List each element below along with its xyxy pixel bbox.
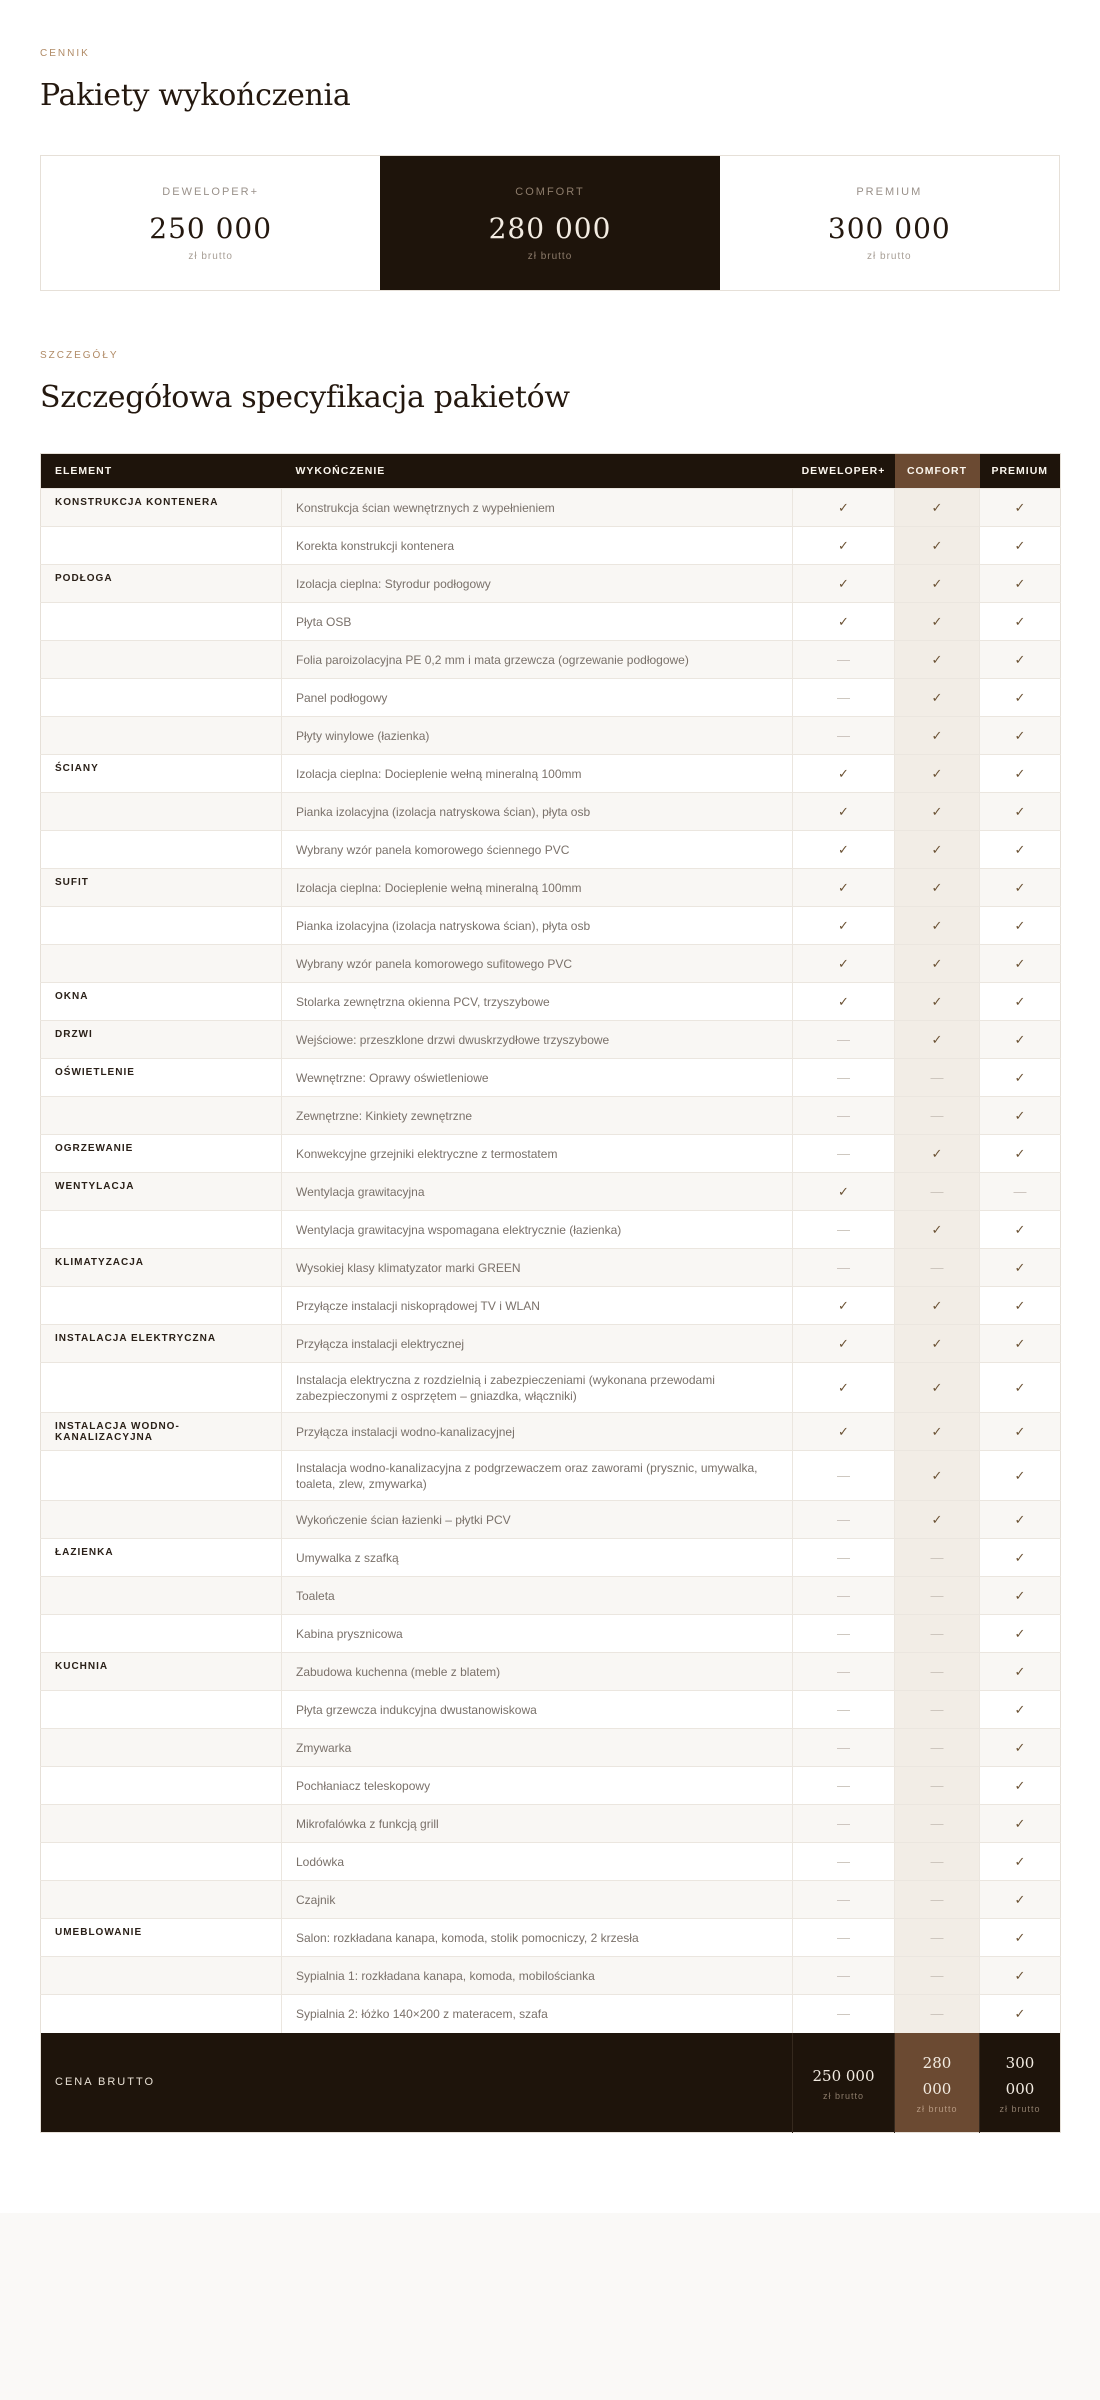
- table-row: [41, 1059, 1061, 1097]
- cell-premium-check-icon: ✓: [980, 793, 1061, 831]
- row-finish: Izolacja cieplna: Docieplenie wełną mineralną 100mm: [282, 869, 793, 907]
- cell-deweloper-dash: —: [793, 1729, 895, 1767]
- footer-price-comfort: [895, 2033, 980, 2133]
- header-premium: PREMIUM: [980, 454, 1061, 489]
- cell-comfort-check-icon: ✓: [895, 717, 980, 755]
- cell-premium-check-icon: ✓: [980, 1729, 1061, 1767]
- header-element: ELEMENT: [41, 454, 282, 489]
- cell-deweloper-dash: —: [793, 1881, 895, 1919]
- cell-premium-check-icon: ✓: [980, 831, 1061, 869]
- table-row: [41, 1995, 1061, 2033]
- cell-comfort-check-icon: ✓: [895, 679, 980, 717]
- table-header-row: [41, 454, 1061, 489]
- cell-deweloper-dash: —: [793, 1501, 895, 1539]
- table-row: [41, 983, 1061, 1021]
- cell-deweloper-check-icon: ✓: [793, 1413, 895, 1451]
- table-row: [41, 717, 1061, 755]
- cell-comfort-dash: —: [895, 1881, 980, 1919]
- row-element: [41, 717, 282, 755]
- cell-premium-check-icon: ✓: [980, 717, 1061, 755]
- row-finish: Konstrukcja ścian wewnętrznych z wypełnieniem: [282, 489, 793, 527]
- cell-comfort-check-icon: ✓: [895, 869, 980, 907]
- cell-premium-check-icon: ✓: [980, 1363, 1061, 1413]
- card-price: 250 000: [149, 212, 273, 245]
- cell-premium-dash: —: [980, 1173, 1061, 1211]
- row-element: SUFIT: [41, 869, 282, 907]
- table-row: [41, 641, 1061, 679]
- row-element: WENTYLACJA: [41, 1173, 282, 1211]
- row-finish: Przyłącza instalacji elektrycznej: [282, 1325, 793, 1363]
- cell-premium-check-icon: ✓: [980, 603, 1061, 641]
- cell-deweloper-check-icon: ✓: [793, 1325, 895, 1363]
- cell-comfort-check-icon: ✓: [895, 907, 980, 945]
- row-finish: Wysokiej klasy klimatyzator marki GREEN: [282, 1249, 793, 1287]
- cell-deweloper-dash: —: [793, 1805, 895, 1843]
- table-row: [41, 603, 1061, 641]
- row-element: [41, 1995, 282, 2033]
- cell-deweloper-dash: —: [793, 1097, 895, 1135]
- cell-deweloper-dash: —: [793, 1059, 895, 1097]
- row-element: OGRZEWANIE: [41, 1135, 282, 1173]
- cell-premium-check-icon: ✓: [980, 945, 1061, 983]
- row-element: [41, 1729, 282, 1767]
- row-element: DRZWI: [41, 1021, 282, 1059]
- table-row: [41, 1249, 1061, 1287]
- cell-deweloper-check-icon: ✓: [793, 1363, 895, 1413]
- cell-comfort-dash: —: [895, 1995, 980, 2033]
- cell-comfort-check-icon: ✓: [895, 1287, 980, 1325]
- row-finish: Sypialnia 2: łóżko 140×200 z materacem, szafa: [282, 1995, 793, 2033]
- header-deweloper: DEWELOPER+: [793, 454, 895, 489]
- row-element: [41, 907, 282, 945]
- row-finish: Izolacja cieplna: Docieplenie wełną mineralną 100mm: [282, 755, 793, 793]
- row-element: KUCHNIA: [41, 1653, 282, 1691]
- footer-price-value: 300: [1005, 2054, 1035, 2073]
- row-element: KLIMATYZACJA: [41, 1249, 282, 1287]
- table-row: [41, 1729, 1061, 1767]
- table-row: [41, 755, 1061, 793]
- cell-premium-check-icon: ✓: [980, 489, 1061, 527]
- cell-comfort-dash: —: [895, 1919, 980, 1957]
- row-finish: Salon: rozkładana kanapa, komoda, stolik pomocniczy, 2 krzesła: [282, 1919, 793, 1957]
- row-element: [41, 793, 282, 831]
- row-element: PODŁOGA: [41, 565, 282, 603]
- row-finish: Stolarka zewnętrzna okienna PCV, trzyszybowe: [282, 983, 793, 1021]
- row-element: UMEBLOWANIE: [41, 1919, 282, 1957]
- cell-premium-check-icon: ✓: [980, 869, 1061, 907]
- cell-comfort-dash: —: [895, 1729, 980, 1767]
- pricing-eyebrow: CENNIK: [40, 48, 90, 59]
- cell-deweloper-dash: —: [793, 641, 895, 679]
- cell-comfort-dash: —: [895, 1615, 980, 1653]
- cell-premium-check-icon: ✓: [980, 1451, 1061, 1501]
- cell-deweloper-check-icon: ✓: [793, 565, 895, 603]
- cell-comfort-dash: —: [895, 1577, 980, 1615]
- table-row: [41, 1135, 1061, 1173]
- row-finish: Instalacja elektryczna z rozdzielnią i zabezpieczeniami (wykonana przewodami zabezpieczonymi z osprzętem – gniazdka, włączniki): [282, 1363, 793, 1413]
- row-element: [41, 1451, 282, 1501]
- row-finish: Przyłącze instalacji niskoprądowej TV i WLAN: [282, 1287, 793, 1325]
- cell-deweloper-dash: —: [793, 717, 895, 755]
- table-row: [41, 1021, 1061, 1059]
- row-finish: Pianka izolacyjna (izolacja natryskowa ścian), płyta osb: [282, 793, 793, 831]
- cell-deweloper-dash: —: [793, 679, 895, 717]
- cell-premium-check-icon: ✓: [980, 1957, 1061, 1995]
- cell-premium-check-icon: ✓: [980, 641, 1061, 679]
- cell-premium-check-icon: ✓: [980, 1021, 1061, 1059]
- row-finish: Lodówka: [282, 1843, 793, 1881]
- card-unit: zł brutto: [527, 251, 573, 262]
- row-element: [41, 1957, 282, 1995]
- cell-deweloper-dash: —: [793, 1691, 895, 1729]
- row-element: [41, 1363, 282, 1413]
- table-row: [41, 1325, 1061, 1363]
- cell-deweloper-dash: —: [793, 1249, 895, 1287]
- card-price: 300 000: [827, 212, 951, 245]
- cell-deweloper-dash: —: [793, 1211, 895, 1249]
- cell-premium-check-icon: ✓: [980, 1539, 1061, 1577]
- row-finish: Wejściowe: przeszklone drzwi dwuskrzydłowe trzyszybowe: [282, 1021, 793, 1059]
- table-row: [41, 793, 1061, 831]
- row-element: [41, 641, 282, 679]
- table-row: [41, 1287, 1061, 1325]
- cell-comfort-check-icon: ✓: [895, 1501, 980, 1539]
- card-name: PREMIUM: [856, 186, 923, 198]
- table-row: [41, 1173, 1061, 1211]
- page-bottom-band: [0, 2213, 1100, 2400]
- cell-comfort-check-icon: ✓: [895, 1451, 980, 1501]
- table-row: [41, 1501, 1061, 1539]
- row-finish: Wybrany wzór panela komorowego ściennego PVC: [282, 831, 793, 869]
- row-element: [41, 1805, 282, 1843]
- row-finish: Wentylacja grawitacyjna: [282, 1173, 793, 1211]
- table-row: [41, 489, 1061, 527]
- cell-premium-check-icon: ✓: [980, 1287, 1061, 1325]
- cell-premium-check-icon: ✓: [980, 1211, 1061, 1249]
- row-finish: Czajnik: [282, 1881, 793, 1919]
- pricing-title: Pakiety wykończenia: [40, 78, 351, 113]
- row-finish: Folia paroizolacyjna PE 0,2 mm i mata grzewcza (ogrzewanie podłogowe): [282, 641, 793, 679]
- cell-premium-check-icon: ✓: [980, 1615, 1061, 1653]
- row-finish: Kabina prysznicowa: [282, 1615, 793, 1653]
- cell-premium-check-icon: ✓: [980, 1805, 1061, 1843]
- cell-deweloper-check-icon: ✓: [793, 907, 895, 945]
- cell-comfort-check-icon: ✓: [895, 527, 980, 565]
- cell-deweloper-check-icon: ✓: [793, 527, 895, 565]
- footer-price-value: 000: [922, 2080, 952, 2099]
- row-finish: Płyta grzewcza indukcyjna dwustanowiskowa: [282, 1691, 793, 1729]
- cell-premium-check-icon: ✓: [980, 1249, 1061, 1287]
- cell-deweloper-check-icon: ✓: [793, 945, 895, 983]
- row-element: INSTALACJA WODNO-KANALIZACYJNA: [41, 1413, 282, 1451]
- cell-comfort-check-icon: ✓: [895, 1363, 980, 1413]
- row-finish: Zabudowa kuchenna (meble z blatem): [282, 1653, 793, 1691]
- cell-premium-check-icon: ✓: [980, 1919, 1061, 1957]
- cell-deweloper-check-icon: ✓: [793, 603, 895, 641]
- row-finish: Wewnętrzne: Oprawy oświetleniowe: [282, 1059, 793, 1097]
- row-element: ŚCIANY: [41, 755, 282, 793]
- row-finish: Korekta konstrukcji kontenera: [282, 527, 793, 565]
- cell-deweloper-dash: —: [793, 1577, 895, 1615]
- cell-deweloper-check-icon: ✓: [793, 831, 895, 869]
- footer-price-unit: zł brutto: [999, 2104, 1041, 2115]
- cell-comfort-dash: —: [895, 1539, 980, 1577]
- table-row: [41, 831, 1061, 869]
- row-element: [41, 1577, 282, 1615]
- row-element: KONSTRUKCJA KONTENERA: [41, 489, 282, 527]
- card-price: 280 000: [488, 212, 612, 245]
- row-element: [41, 1615, 282, 1653]
- row-element: [41, 1097, 282, 1135]
- table-row: [41, 679, 1061, 717]
- row-element: [41, 1501, 282, 1539]
- pricing-cards: [40, 155, 1060, 291]
- row-element: [41, 1767, 282, 1805]
- table-row: [41, 1413, 1061, 1451]
- cell-comfort-check-icon: ✓: [895, 755, 980, 793]
- card-name: DEWELOPER+: [162, 186, 260, 198]
- cell-deweloper-dash: —: [793, 1919, 895, 1957]
- cell-premium-check-icon: ✓: [980, 1653, 1061, 1691]
- cell-deweloper-dash: —: [793, 1653, 895, 1691]
- cell-comfort-check-icon: ✓: [895, 793, 980, 831]
- cell-premium-check-icon: ✓: [980, 1995, 1061, 2033]
- row-element: [41, 1691, 282, 1729]
- cell-comfort-check-icon: ✓: [895, 489, 980, 527]
- footer-price-premium: [980, 2033, 1061, 2133]
- table-row: [41, 1957, 1061, 1995]
- cell-premium-check-icon: ✓: [980, 755, 1061, 793]
- price-card-premium[interactable]: [720, 156, 1059, 290]
- footer-price-value: 280: [922, 2054, 952, 2073]
- table-row: [41, 945, 1061, 983]
- table-row: [41, 1881, 1061, 1919]
- cell-premium-check-icon: ✓: [980, 1059, 1061, 1097]
- card-unit: zł brutto: [867, 251, 912, 262]
- row-finish: Sypialnia 1: rozkładana kanapa, komoda, mobilościanka: [282, 1957, 793, 1995]
- cell-deweloper-check-icon: ✓: [793, 869, 895, 907]
- row-finish: Zmywarka: [282, 1729, 793, 1767]
- row-finish: Zewnętrzne: Kinkiety zewnętrzne: [282, 1097, 793, 1135]
- row-finish: Konwekcyjne grzejniki elektryczne z termostatem: [282, 1135, 793, 1173]
- table-row: [41, 1691, 1061, 1729]
- cell-comfort-check-icon: ✓: [895, 1021, 980, 1059]
- table-row: [41, 527, 1061, 565]
- cell-deweloper-dash: —: [793, 1135, 895, 1173]
- cell-premium-check-icon: ✓: [980, 1577, 1061, 1615]
- footer-price-unit: zł brutto: [916, 2104, 958, 2115]
- cell-comfort-dash: —: [895, 1843, 980, 1881]
- table-footer-row: [41, 2033, 1061, 2133]
- table-row: [41, 1577, 1061, 1615]
- row-finish: Izolacja cieplna: Styrodur podłogowy: [282, 565, 793, 603]
- table-row: [41, 1363, 1061, 1413]
- cell-deweloper-dash: —: [793, 1995, 895, 2033]
- footer-price-deweloper: [793, 2033, 895, 2133]
- footer-price-value: 000: [1005, 2080, 1035, 2099]
- cell-comfort-check-icon: ✓: [895, 1413, 980, 1451]
- row-finish: Przyłącza instalacji wodno-kanalizacyjnej: [282, 1413, 793, 1451]
- cell-deweloper-dash: —: [793, 1615, 895, 1653]
- cell-premium-check-icon: ✓: [980, 1691, 1061, 1729]
- row-element: [41, 1287, 282, 1325]
- table-row: [41, 1919, 1061, 1957]
- table-row: [41, 1097, 1061, 1135]
- cell-comfort-dash: —: [895, 1767, 980, 1805]
- row-finish: Umywalka z szafką: [282, 1539, 793, 1577]
- row-finish: Wykończenie ścian łazienki – płytki PCV: [282, 1501, 793, 1539]
- row-finish: Panel podłogowy: [282, 679, 793, 717]
- cell-premium-check-icon: ✓: [980, 1325, 1061, 1363]
- row-finish: Mikrofalówka z funkcją grill: [282, 1805, 793, 1843]
- table-row: [41, 565, 1061, 603]
- spec-table: [40, 453, 1061, 2133]
- row-finish: Płyty winylowe (łazienka): [282, 717, 793, 755]
- cell-deweloper-dash: —: [793, 1539, 895, 1577]
- table-row: [41, 869, 1061, 907]
- cell-comfort-dash: —: [895, 1249, 980, 1287]
- cell-premium-check-icon: ✓: [980, 1135, 1061, 1173]
- row-finish: Pianka izolacyjna (izolacja natryskowa ścian), płyta osb: [282, 907, 793, 945]
- cell-comfort-check-icon: ✓: [895, 1135, 980, 1173]
- details-title: Szczegółowa specyfikacja pakietów: [40, 380, 570, 415]
- header-finish: WYKOŃCZENIE: [282, 454, 793, 489]
- card-name: COMFORT: [515, 186, 585, 198]
- row-finish: Wentylacja grawitacyjna wspomagana elektrycznie (łazienka): [282, 1211, 793, 1249]
- cell-deweloper-check-icon: ✓: [793, 983, 895, 1021]
- details-eyebrow: SZCZEGÓŁY: [40, 350, 119, 361]
- row-finish: Wybrany wzór panela komorowego sufitowego PVC: [282, 945, 793, 983]
- cell-comfort-dash: —: [895, 1691, 980, 1729]
- price-card-deweloper[interactable]: [41, 156, 380, 290]
- row-element: [41, 1843, 282, 1881]
- cell-premium-check-icon: ✓: [980, 1843, 1061, 1881]
- cell-premium-check-icon: ✓: [980, 1097, 1061, 1135]
- cell-premium-check-icon: ✓: [980, 1413, 1061, 1451]
- card-unit: zł brutto: [188, 251, 233, 262]
- table-row: [41, 1843, 1061, 1881]
- cell-premium-check-icon: ✓: [980, 527, 1061, 565]
- cell-comfort-check-icon: ✓: [895, 565, 980, 603]
- cell-deweloper-check-icon: ✓: [793, 489, 895, 527]
- table-row: [41, 1539, 1061, 1577]
- cell-deweloper-check-icon: ✓: [793, 793, 895, 831]
- row-element: INSTALACJA ELEKTRYCZNA: [41, 1325, 282, 1363]
- cell-premium-check-icon: ✓: [980, 1881, 1061, 1919]
- cell-premium-check-icon: ✓: [980, 1501, 1061, 1539]
- cell-comfort-check-icon: ✓: [895, 983, 980, 1021]
- table-row: [41, 1767, 1061, 1805]
- cell-deweloper-check-icon: ✓: [793, 1287, 895, 1325]
- cell-comfort-dash: —: [895, 1957, 980, 1995]
- table-row: [41, 1653, 1061, 1691]
- row-finish: Pochłaniacz teleskopowy: [282, 1767, 793, 1805]
- row-finish: Instalacja wodno-kanalizacyjna z podgrzewaczem oraz zaworami (prysznic, umywalka, toaleta, zlew, zmywarka): [282, 1451, 793, 1501]
- table-row: [41, 1451, 1061, 1501]
- cell-comfort-check-icon: ✓: [895, 641, 980, 679]
- cell-comfort-dash: —: [895, 1097, 980, 1135]
- row-element: [41, 527, 282, 565]
- row-element: [41, 945, 282, 983]
- cell-deweloper-check-icon: ✓: [793, 1173, 895, 1211]
- row-element: [41, 1211, 282, 1249]
- table-row: [41, 907, 1061, 945]
- cell-deweloper-dash: —: [793, 1451, 895, 1501]
- cell-premium-check-icon: ✓: [980, 565, 1061, 603]
- cell-comfort-check-icon: ✓: [895, 945, 980, 983]
- cell-comfort-dash: —: [895, 1653, 980, 1691]
- cell-comfort-dash: —: [895, 1805, 980, 1843]
- row-finish: Płyta OSB: [282, 603, 793, 641]
- row-element: [41, 1881, 282, 1919]
- cell-deweloper-dash: —: [793, 1021, 895, 1059]
- row-element: ŁAZIENKA: [41, 1539, 282, 1577]
- cell-comfort-check-icon: ✓: [895, 1325, 980, 1363]
- cell-deweloper-dash: —: [793, 1767, 895, 1805]
- cell-deweloper-dash: —: [793, 1957, 895, 1995]
- row-element: OKNA: [41, 983, 282, 1021]
- cell-premium-check-icon: ✓: [980, 1767, 1061, 1805]
- footer-label: CENA BRUTTO: [41, 2033, 793, 2133]
- footer-price-unit: zł brutto: [822, 2091, 864, 2102]
- cell-comfort-check-icon: ✓: [895, 1211, 980, 1249]
- table-body: [41, 489, 1061, 2033]
- table-row: [41, 1211, 1061, 1249]
- cell-comfort-dash: —: [895, 1059, 980, 1097]
- cell-deweloper-dash: —: [793, 1843, 895, 1881]
- row-element: [41, 603, 282, 641]
- row-finish: Toaleta: [282, 1577, 793, 1615]
- row-element: OŚWIETLENIE: [41, 1059, 282, 1097]
- cell-premium-check-icon: ✓: [980, 983, 1061, 1021]
- cell-comfort-dash: —: [895, 1173, 980, 1211]
- header-comfort: COMFORT: [895, 454, 980, 489]
- table-row: [41, 1615, 1061, 1653]
- cell-premium-check-icon: ✓: [980, 679, 1061, 717]
- cell-comfort-check-icon: ✓: [895, 603, 980, 641]
- row-element: [41, 831, 282, 869]
- cell-premium-check-icon: ✓: [980, 907, 1061, 945]
- footer-price-value: 250 000: [812, 2067, 875, 2086]
- cell-deweloper-check-icon: ✓: [793, 755, 895, 793]
- table-row: [41, 1805, 1061, 1843]
- row-element: [41, 679, 282, 717]
- cell-comfort-check-icon: ✓: [895, 831, 980, 869]
- price-card-comfort[interactable]: [380, 156, 719, 290]
